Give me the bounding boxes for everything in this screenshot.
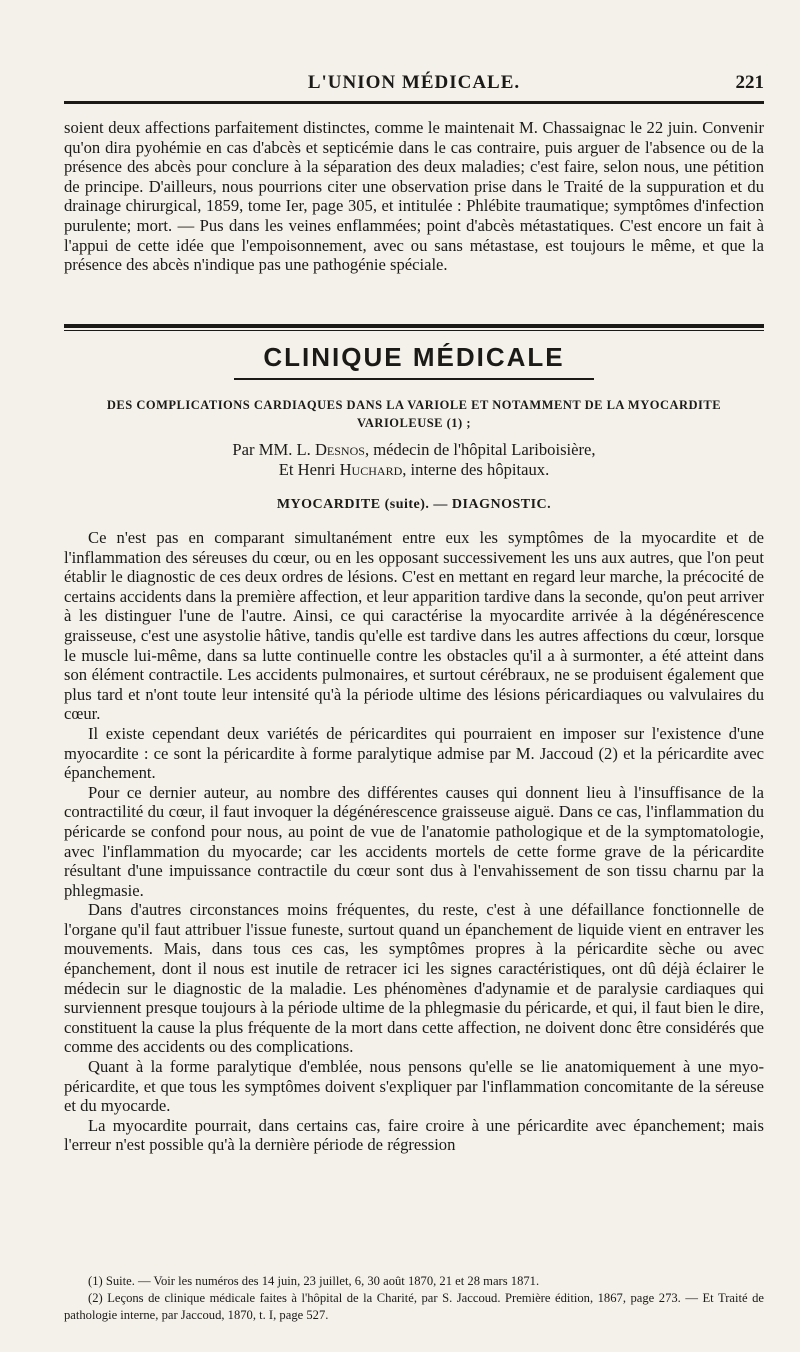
article-body: [64, 528, 764, 1155]
author-name: Huchard: [339, 460, 403, 479]
header-rule: [64, 101, 764, 104]
footnotes: [64, 1273, 764, 1324]
paragraph: soient deux affections parfaitement distinctes, comme le maintenait M. Chassaignac le 22 juin. Convenir qu'on dira pyohémie en cas d'abcès et septicémie dans le cas contraire, puis arguer de l'absence ou de la présence des abcès pour conclure à la séparation des deux maladies; c'est faire, selon nous, une pétition de principe. D'ailleurs, nous pourrions citer une observation prise dans le Traité de la suppuration et du drainage chirurgical, 1859, tome Ier, page 305, et intitulée : Phlébite traumatique; symptômes d'infection purulente; mort. — Pus dans les veines enflammées; point d'abcès métastatiques. C'est encore un fait à l'appui de cette idée que l'empoisonnement, avec ou sans métastase, est toujours le même, et que la présence des abcès n'indique pas une pathogénie spéciale.: [64, 118, 764, 275]
section-double-rule: [64, 324, 764, 328]
paragraph: Pour ce dernier auteur, au nombre des différentes causes qui donnent lieu à l'insuffisance de la contractilité du cœur, il faut invoquer la dégénérescence graisseuse aiguë. Dans ce cas, l'inflammation du péricarde se confond pour nous, au point de vue de l'anatomie pathologique et de la symptomatologie, avec l'inflammation du myocarde; car les accidents mortels de cette forme grave de la péricardite résultant d'une impuissance contractile du cœur sont dus à l'envahissement de son tissu charnu par la phlegmasie.: [64, 782, 764, 900]
author-name: Desnos: [314, 440, 365, 459]
article-subtitle: DES COMPLICATIONS CARDIAQUES DANS LA VARIOLE ET NOTAMMENT DE LA MYOCARDITE VARIOLEUSE (1) ;: [106, 398, 722, 430]
authors-block: [64, 440, 764, 480]
journal-title: L'UNION MÉDICALE.: [307, 72, 521, 93]
paragraph: Ce n'est pas en comparant simultanément entre eux les symptômes de la myocardite et de l'inflammation des séreuses du cœur, ou en les opposant successivement les uns aux autres, que l'on peut établir le diagnostic de ces deux ordres de lésions. C'est en mettant en regard leur marche, la précocité de certains accidents dans la première affection, et leur apparition tardive dans la seconde, qu'on peut arriver à les distinguer l'une de l'autre. Ainsi, ce qui caractérise la myocardite arrivée à la dégénérescence graisseuse, c'est une asystolie hâtive, tandis qu'elle est tardive dans les autres affections du cœur, lorsque le muscle lui-même, dans sa lutte continuelle contre les obstacles qu'il a à surmonter, a été atteint dans son élément contractile. Les accidents pulmonaires, et surtout cérébraux, ne se produisent également que plus tard et n'ont toute leur intensité qu'à la période ultime des lésions péricardiaques ou valvulaires du cœur.: [64, 528, 764, 724]
footnote: (2) Leçons de clinique médicale faites à l'hôpital de la Charité, par S. Jaccoud. Première édition, 1867, page 273. — Et Traité de pathologie interne, par Jaccoud, 1870, t. I, page 527.: [64, 1291, 764, 1322]
paragraph: Quant à la forme paralytique d'emblée, nous pensons qu'elle se lie anatomiquement à une myo-péricardite, et que tous les symptômes doivent s'expliquer par l'inflammation concomitante de la séreuse et du myocarde.: [64, 1057, 764, 1116]
footnote: (1) Suite. — Voir les numéros des 14 juin, 23 juillet, 6, 30 août 1870, 21 et 28 mars 1871.: [88, 1274, 540, 1288]
author-line-1: Par MM. L. Desnos, médecin de l'hôpital Lariboisière,: [232, 440, 596, 459]
page-number: 221: [735, 72, 764, 93]
title-underline: [234, 378, 594, 380]
section-heading: MYOCARDITE (suite). — DIAGNOSTIC.: [276, 497, 552, 512]
continued-article-text: [64, 118, 764, 275]
section-title: CLINIQUE MÉDICALE: [263, 342, 565, 372]
paragraph: Dans d'autres circonstances moins fréquentes, du reste, c'est à une défaillance fonctionnelle de l'organe qu'il faut attribuer l'issue funeste, surtout quand un épanchement de liquide vient en entraver les mouvements. Mais, dans tous ces cas, les symptômes propres à la péricardite sèche ou avec épanchement, dont il nous est inutile de retracer ici les signes caractéristiques, ont dû déjà éclairer le médecin sur le diagnostic de la maladie. Les phénomènes d'adynamie et de paralysie cardiaques qui surviennent presque toujours à la période ultime de la phlegmasie du péricarde, et qui, il faut bien le dire, constituent la cause la plus fréquente de la mort dans cette affection, ne doivent donc être considérés que comme des accidents ou des complications.: [64, 900, 764, 1057]
paragraph: Il existe cependant deux variétés de péricardites qui pourraient en imposer sur l'existence d'une myocardite : ce sont la péricardite à forme paralytique admise par M. Jaccoud (2) et la péricardite avec épanchement.: [64, 723, 764, 783]
paragraph: La myocardite pourrait, dans certains cas, faire croire à une péricardite avec épanchement; mais l'erreur n'est possible qu'à la dernière période de régression: [64, 1115, 764, 1155]
author-line-2: Et Henri Huchard, interne des hôpitaux.: [278, 460, 550, 479]
running-header: [64, 72, 764, 94]
section-thin-rule: [64, 330, 764, 331]
